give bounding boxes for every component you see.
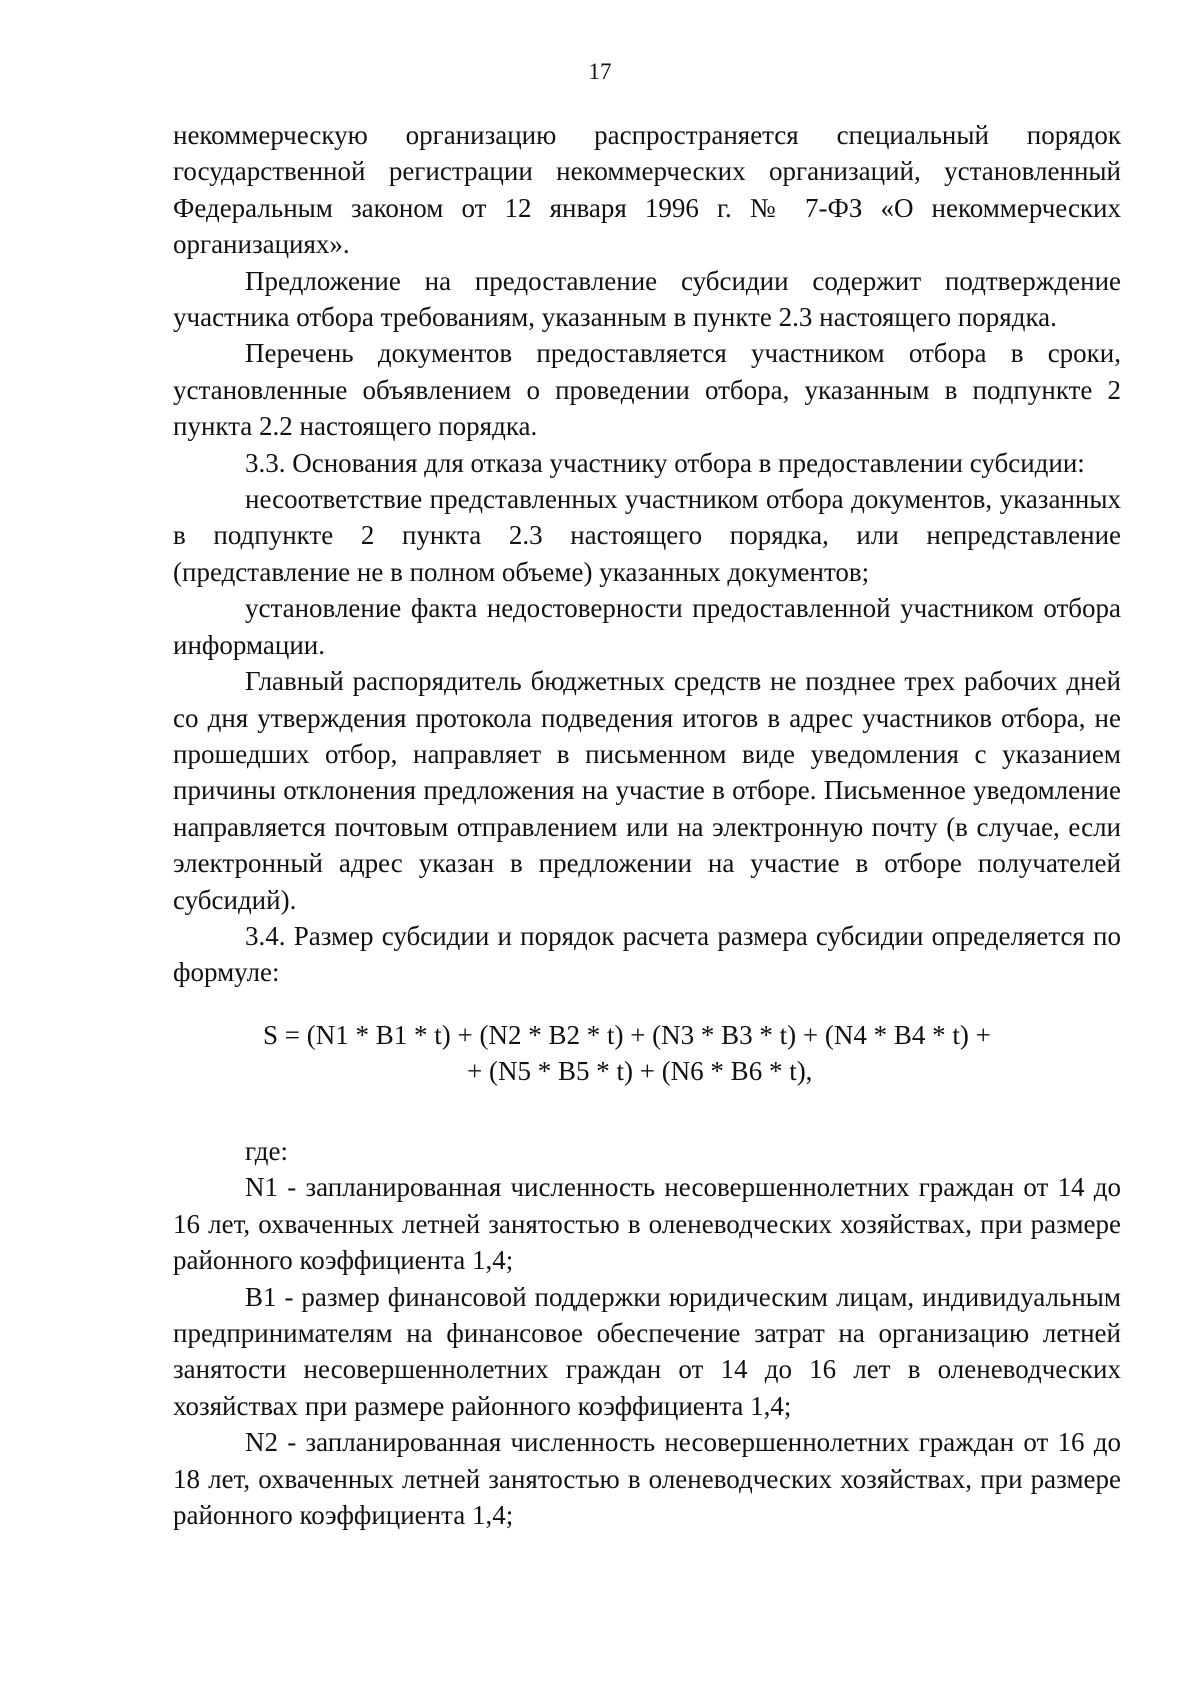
paragraph: Главный распорядитель бюджетных средств не позднее трех рабочих дней со дня утверждения протокола подведения итогов в адрес участников отбора, не прошедших отбор, направляет в письменном виде уведомления с указанием причины отклонения предложения на участие в отборе. Письменное уведомление направляется почтовым отправлением или на электронную почту (в случае, если электронный адрес указан в предложении на участие в отборе получателей субсидий). [173, 666, 1121, 915]
definition-b1: B1 - размер финансовой поддержки юридическим лицам, индивидуальным предпринимателям на финансовое обеспечение затрат на организацию летней занятости несовершеннолетних граждан от 14 до 16 лет в оленеводческих хозяйствах при размере районного коэффициента 1,4; [173, 1281, 1121, 1421]
paragraph: Перечень документов предоставляется участником отбора в сроки, установленные объявлением о проведении отбора, указанным в подпункте 2 пункта 2.2 настоящего порядка. [173, 338, 1121, 442]
page-number: 17 [588, 59, 612, 84]
formula-line-1: S = (N1 * B1 * t) + (N2 * B2 * t) + (N3 * B3 * t) + (N4 * B4 * t) + [263, 1020, 991, 1050]
section-3-4-paragraph: 3.4. Размер субсидии и порядок расчета размера субсидии определяется по формуле: [173, 920, 1121, 988]
body-text-bottom [173, 1133, 1121, 1533]
paragraph: установление факта недостоверности предоставленной участником отбора информации. [173, 593, 1121, 660]
formula-line-2: + (N5 * B5 * t) + (N6 * B6 * t), [467, 1056, 813, 1086]
paragraph: Предложение на предоставление субсидии содержит подтверждение участника отбора требованиям, указанным в пункте 2.3 настоящего порядка. [173, 265, 1121, 333]
body-text-top [173, 117, 1121, 991]
paragraph: несоответствие представленных участником отбора документов, указанных в подпункте 2 пункта 2.3 настоящего порядка, или непредставление (представление не в полном объеме) указанных документов; [173, 484, 1121, 587]
section-3-3-heading: 3.3. Основания для отказа участнику отбора в предоставлении субсидии: [245, 447, 1085, 478]
where-label: где: [245, 1136, 288, 1166]
paragraph: некоммерческую организацию распространяется специальный порядок государственной регистрации некоммерческих организаций, установленный Федеральным законом от 12 января 1996 г. № 7-ФЗ «О некоммерческих организациях». [173, 120, 1121, 260]
definition-n1: N1 - запланированная численность несовершеннолетних граждан от 14 до 16 лет, охваченных летней занятостью в оленеводческих хозяйствах, при размере районного коэффициента 1,4; [173, 1172, 1121, 1276]
definition-n2: N2 - запланированная численность несовершеннолетних граждан от 16 до 18 лет, охваченных летней занятостью в оленеводческих хозяйствах, при размере районного коэффициента 1,4; [173, 1427, 1121, 1531]
